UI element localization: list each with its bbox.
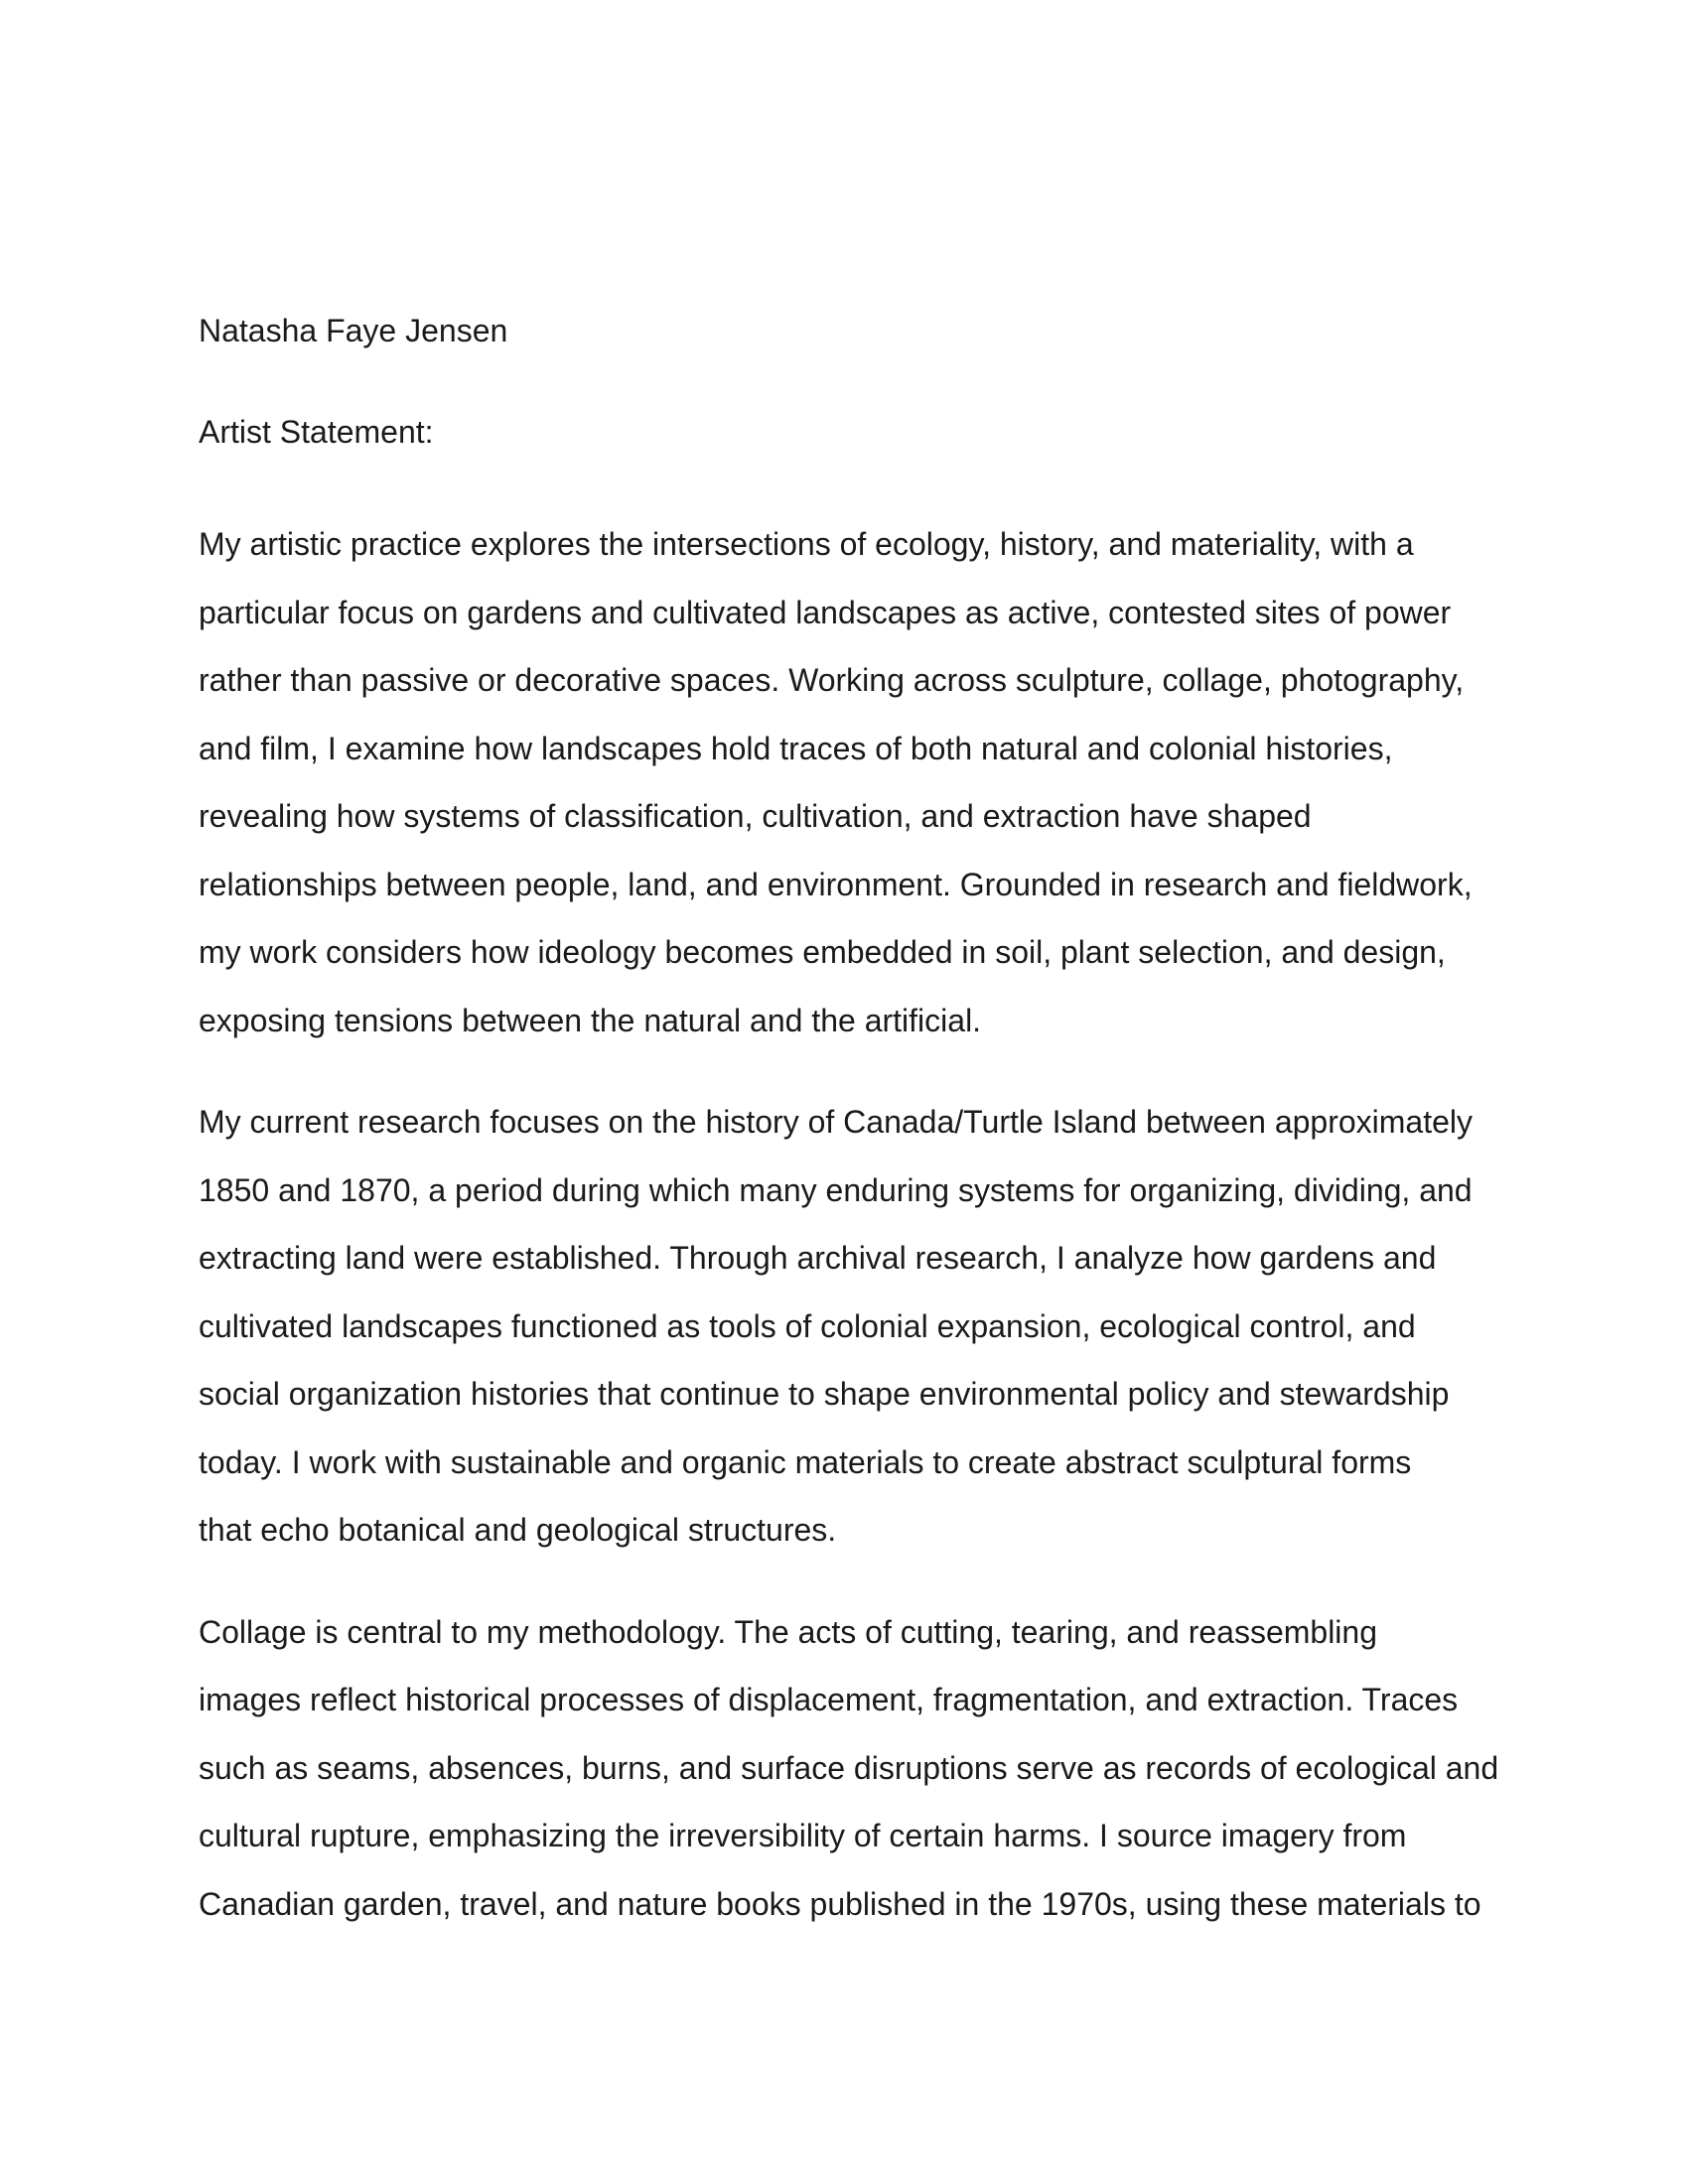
paragraph-line: Collage is central to my methodology. The acts of cutting, tearing, and reassembling (199, 1613, 1377, 1650)
statement-heading: Artist Statement: (199, 414, 434, 450)
paragraph-line: today. I work with sustainable and organic materials to create abstract sculptural forms (199, 1443, 1412, 1480)
paragraph-line: extracting land were established. Through archival research, I analyze how gardens and (199, 1240, 1437, 1276)
paragraph-line: 1850 and 1870, a period during which many enduring systems for organizing, dividing, and (199, 1171, 1473, 1208)
paragraph-line: rather than passive or decorative spaces. Working across sculpture, collage, photography, (199, 662, 1465, 698)
paragraph-line: My artistic practice explores the intersections of ecology, history, and materiality, with a (199, 526, 1414, 562)
paragraph-line: cultural rupture, emphasizing the irreversibility of certain harms. I source imagery from (199, 1818, 1407, 1853)
paragraph-3 (199, 1598, 1499, 1939)
paragraph-line: particular focus on gardens and cultivated landscapes as active, contested sites of power (199, 594, 1452, 630)
author-name: Natasha Faye Jensen (199, 313, 508, 348)
paragraph-line: my work considers how ideology becomes embedded in soil, plant selection, and design, (199, 934, 1446, 970)
paragraph-line: exposing tensions between the natural and the artificial. (199, 1002, 982, 1038)
paragraph-line: cultivated landscapes functioned as tools of colonial expansion, ecological control, and (199, 1307, 1416, 1344)
paragraph-line: social organization histories that continue to shape environmental policy and stewardship (199, 1376, 1450, 1412)
paragraph-line: that echo botanical and geological structures. (199, 1512, 837, 1548)
paragraph-line: such as seams, absences, burns, and surface disruptions serve as records of ecological and (199, 1749, 1499, 1786)
paragraph-line: images reflect historical processes of displacement, fragmentation, and extraction. Traces (199, 1682, 1459, 1717)
paragraph-line: Canadian garden, travel, and nature books published in the 1970s, using these materials to (199, 1885, 1481, 1922)
document-body (199, 308, 1499, 1972)
paragraph-1 (199, 510, 1489, 1054)
paragraph-2 (199, 1088, 1489, 1565)
paragraph-line: My current research focuses on the history of Canada/Turtle Island between approximately (199, 1104, 1474, 1140)
paragraph-line: revealing how systems of classification, cultivation, and extraction have shaped (199, 798, 1312, 834)
paragraph-line: and film, I examine how landscapes hold traces of both natural and colonial histories, (199, 730, 1393, 766)
paragraph-line: relationships between people, land, and environment. Grounded in research and fieldwork, (199, 866, 1473, 902)
